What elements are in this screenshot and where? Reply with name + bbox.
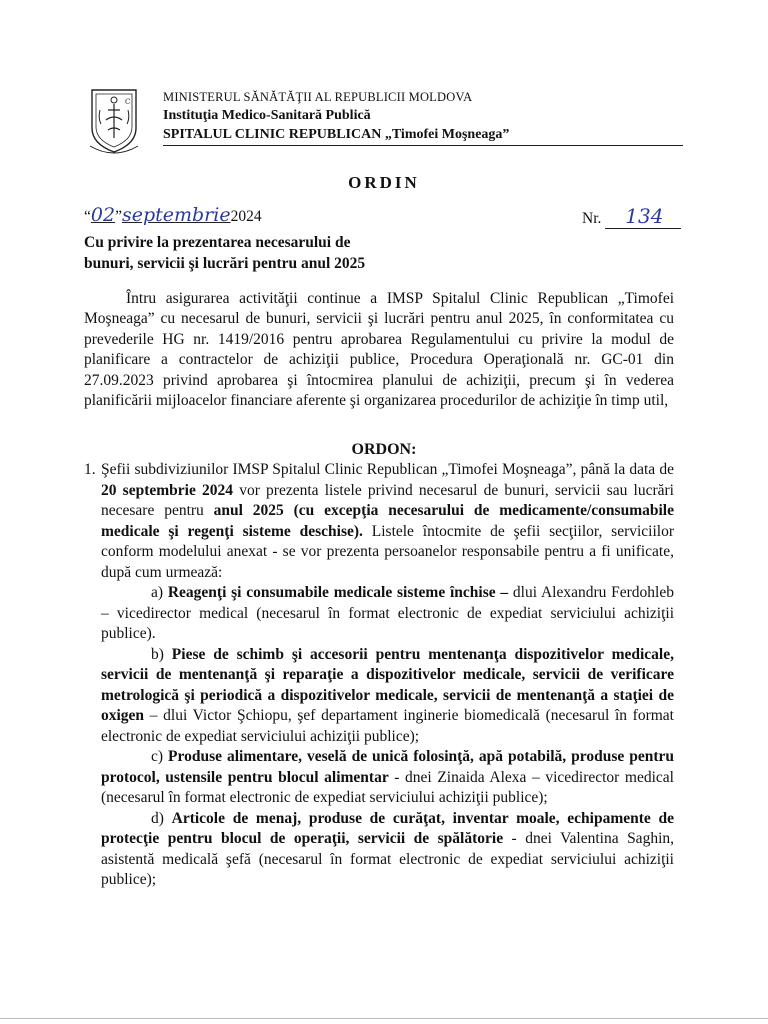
date-open-quote: “ bbox=[84, 208, 91, 225]
item-1-text bbox=[101, 460, 674, 583]
order-number-label: Nr. bbox=[582, 210, 602, 227]
sub-item-text: dlui Alexandru Ferdohleb – vicedirector medical (necesarul în format electronic de expediat serviciului achiziţii publice). bbox=[101, 584, 674, 642]
subject-line-2: bunuri, servicii şi lucrări pentru anul 2025 bbox=[84, 255, 366, 272]
item-1-scope: anul 2025 (cu excepţia necesarului de medicamente/consumabile medicale şi regenţi sisteme deschise). bbox=[101, 502, 674, 540]
date-month: septembrie bbox=[121, 204, 231, 226]
order-number-value: 134 bbox=[605, 204, 681, 229]
sub-item-c bbox=[101, 747, 674, 809]
institution-header bbox=[163, 88, 683, 144]
date-year: 2024 bbox=[230, 208, 262, 225]
institution-type: Instituţia Medico-Sanitară Publică bbox=[163, 108, 371, 123]
sub-item-text: - dnei Zinaida Alexa – vicedirector medical (necesarul în format electronic de expediat serviciului achiziţii publice); bbox=[101, 768, 674, 806]
sub-item-title: Piese de schimb şi accesorii pentru mentenanţa dispozitivelor medicale, servicii de mentenanţă şi reparaţie a dispozitivelor medicale, servicii de verificare metrologică şi periodică a dispozitivelor medicale, servicii de mentenanţă a staţiei de oxigen bbox=[101, 645, 674, 724]
hospital-name: SPITALUL CLINIC REPUBLICAN „Timofei Moşneaga” bbox=[163, 127, 510, 142]
coat-of-arms-seal-icon bbox=[86, 80, 142, 158]
subject-line-1: Cu privire la prezentarea necesarului de bbox=[84, 234, 351, 251]
header-divider bbox=[163, 145, 683, 146]
sub-item-letter: c) bbox=[151, 748, 164, 765]
document-title: ORDIN bbox=[348, 173, 420, 192]
ordon-heading bbox=[0, 441, 768, 459]
sub-item-b bbox=[101, 645, 674, 748]
sub-item-title: Produse alimentare, veselă de unică folosinţă, apă potabilă, produse pentru protocol, ustensile pentru blocul alimentar bbox=[101, 748, 674, 786]
date-close-quote: ” bbox=[115, 208, 122, 225]
item-1-text-a: Şefii subdiviziunilor IMSP Spitalul Clinic Republican „Timofei Moşneaga”, până la data de bbox=[101, 461, 674, 478]
sub-item-text: – dlui Victor Şchiopu, şef departament inginerie biomedicală (necesarul în format electronic de expediat serviciului achiziţii publice); bbox=[101, 707, 674, 745]
ministry-name: MINISTERUL SĂNĂTĂŢII AL REPUBLICII MOLDOVA bbox=[163, 90, 473, 104]
order-subject bbox=[84, 232, 365, 274]
item-1-text-c: Listele întocmite de şefii secţiilor, serviciilor conform modelului anexat - se vor prezenta persoanelor responsabile pentru a fi unificate, după cum urmează: bbox=[101, 522, 675, 581]
svg-text:C: C bbox=[125, 98, 131, 106]
sub-item-title: Articole de menaj, produse de curăţat, inventar moale, echipamente de protecţie pentru blocul de operaţii, servicii de spălătorie bbox=[101, 809, 674, 847]
page-bottom-edge bbox=[0, 1018, 768, 1019]
sub-item-text: - dnei Valentina Saghin, asistentă medicală şefă (necesarul în format electronic de expediat serviciului achiziţii publice); bbox=[101, 830, 674, 888]
sub-item-letter: a) bbox=[151, 584, 164, 601]
item-1-deadline: 20 septembrie 2024 bbox=[101, 481, 234, 499]
ordon-text: ORDON: bbox=[351, 441, 417, 458]
order-item-1 bbox=[84, 460, 674, 891]
sub-item-letter: d) bbox=[151, 809, 164, 827]
item-number: 1. bbox=[84, 461, 96, 478]
sub-item-letter: b) bbox=[151, 645, 164, 663]
sub-item-d bbox=[101, 809, 674, 891]
order-date bbox=[84, 204, 262, 230]
intro-text: Întru asigurarea activităţii continue a IMSP Spitalul Clinic Republican „Timofei Moşneaga” cu necesarul de bunuri, servicii şi lucrări pentru anul 2025, în conformitatea cu prevederile HG nr. 1419/2016 pentru aprobarea Regulamentului cu privire la modul de planificare a contractelor de achiziţii publice, Procedura Operaţională nr. GC-01 din 27.09.2023 privind aprobarea şi întocmirea planului de achiziţii, precum şi în vederea planificării mijloacelor financiare aferente şi organizarea procedurilor de achiziţie în timp util, bbox=[84, 290, 674, 410]
intro-paragraph bbox=[84, 289, 674, 411]
sub-item-a bbox=[101, 583, 674, 645]
order-number bbox=[582, 204, 681, 229]
date-day: 02 bbox=[90, 204, 116, 226]
sub-item-title: Reagenţi şi consumabile medicale sisteme închise – bbox=[167, 584, 509, 601]
item-1-text-b: vor prezenta listele privind necesarul de bunuri, servicii sau lucrări necesare pentru bbox=[101, 481, 674, 519]
